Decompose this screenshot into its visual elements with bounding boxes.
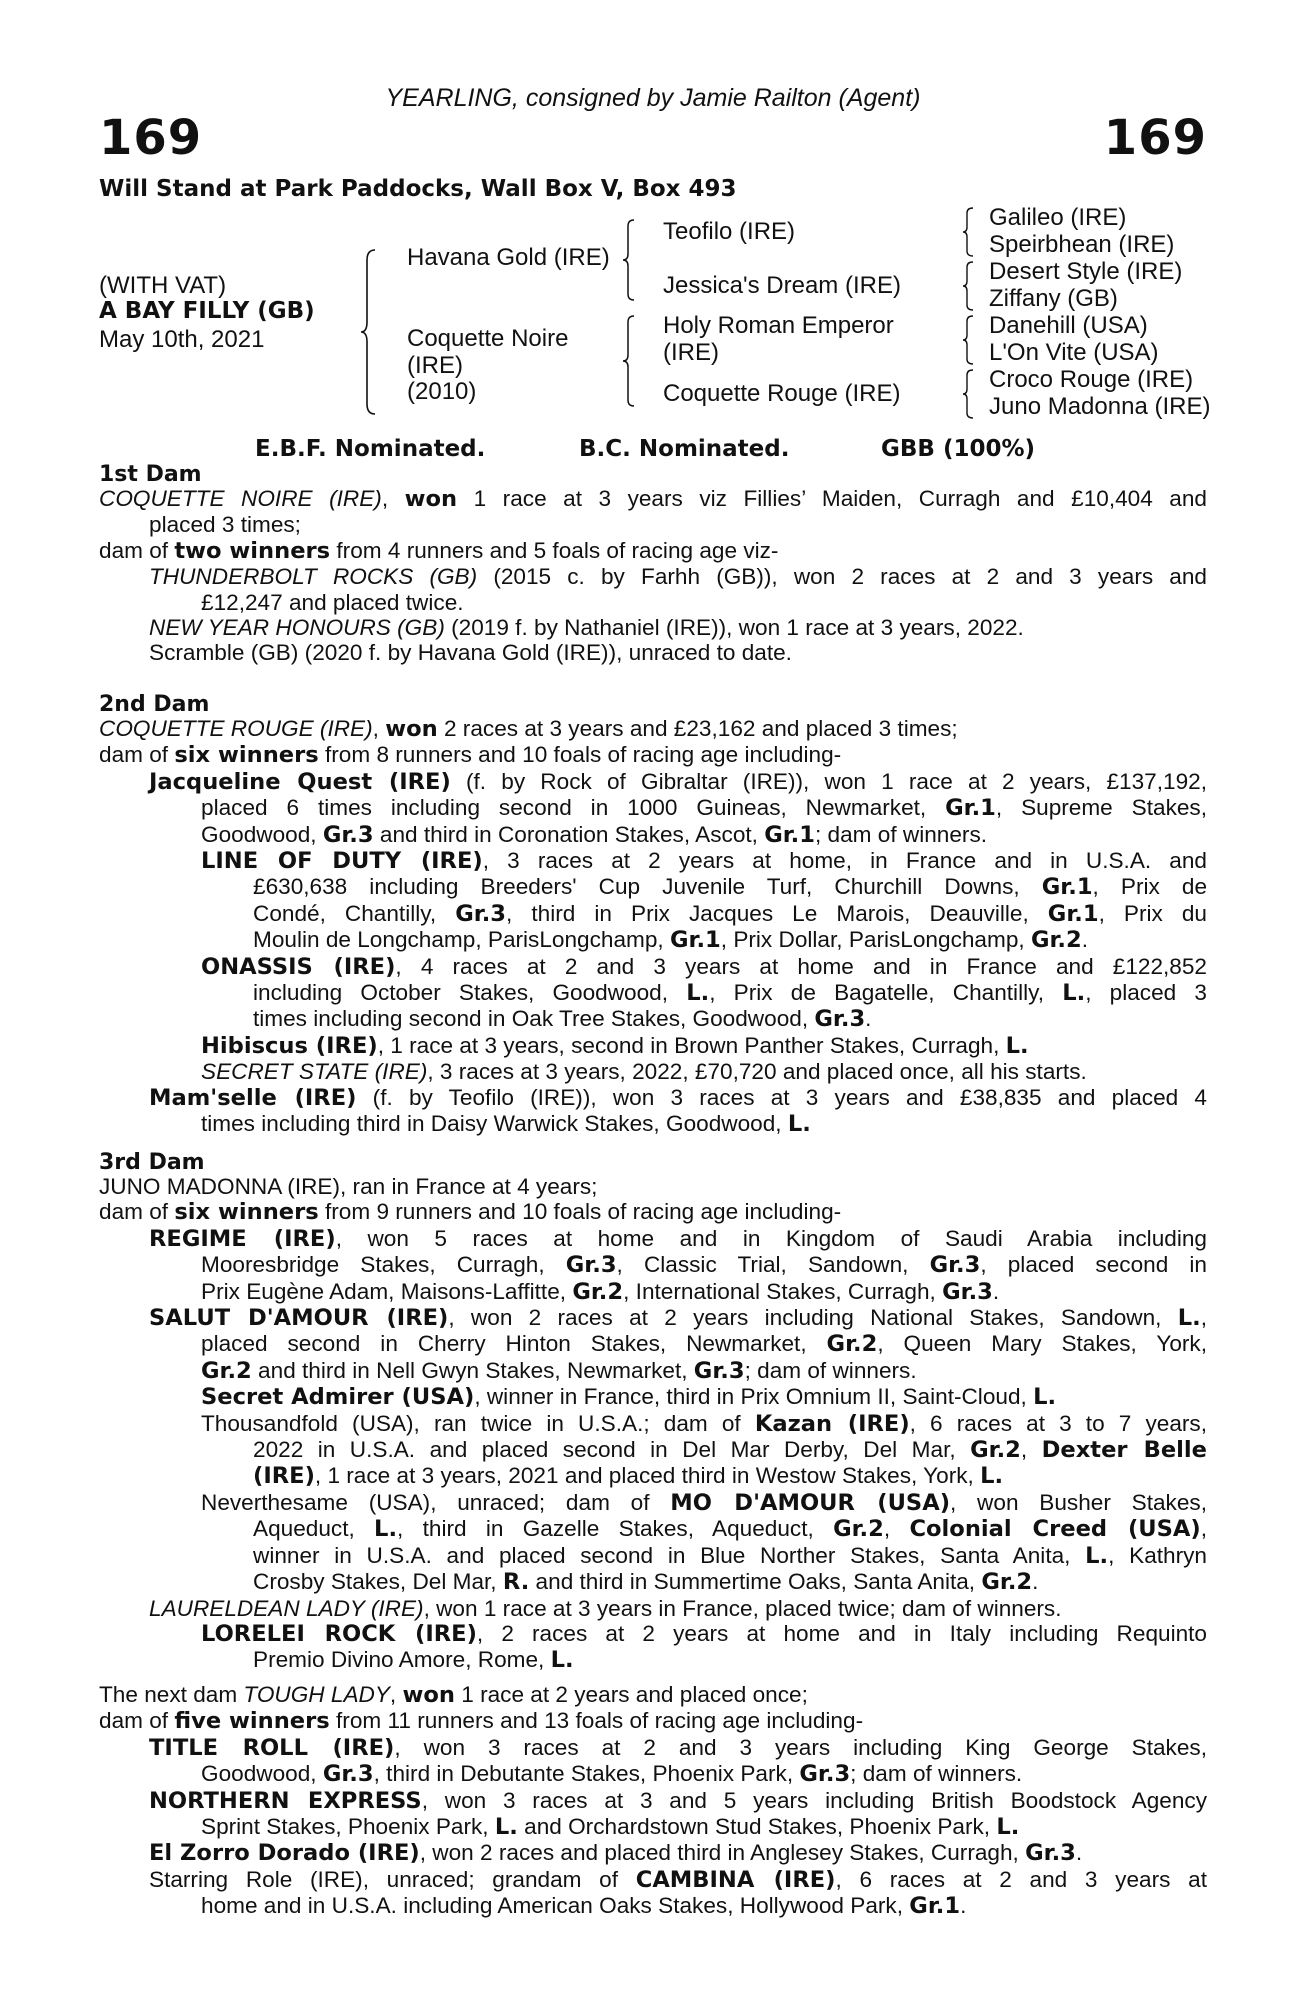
sire-dam: Jessica's Dream (IRE) <box>663 272 901 299</box>
g-brace-3 <box>961 314 975 366</box>
sire-parents-brace <box>621 218 637 302</box>
granddam-2: Speirbhean (IRE) <box>989 231 1175 258</box>
sire: Havana Gold (IRE) <box>407 244 610 271</box>
sire-sire: Teofilo (IRE) <box>663 218 796 245</box>
second-dam-heading: 2nd Dam <box>99 692 210 717</box>
second-dam-section: COQUETTE ROUGE (IRE), won 2 races at 3 years and £23,162 and placed 3 times; dam of six winners from 8 runners and 10 foals of racing age including- Jacqueline Quest (IRE) (f. by Rock of Gibraltar (IRE)), won 1 race at 2 years, £137,192, placed 6 times including second in 1000 Guineas, Newmarket, Gr.1, Supreme Stakes, Goodwood, Gr.3 and third in Coronation Stakes, Ascot, Gr.1; dam of winners. LINE OF DUTY (IRE), 3 races at 2 years at home, in France and in U.S.A. and £630,638 including Breeders' Cup Juvenile Turf, Churchill Downs, Gr.1, Prix de Condé, Chantilly, Gr.3, third in Prix Jacques Le Marois, Deauville, Gr.1, Prix du Moulin de Longchamp, ParisLongchamp, Gr.1, Prix Dollar, ParisLongchamp, Gr.2. ONASSIS (IRE), 4 races at 2 and 3 years at home and in France and £122,852 including October Stakes, Goodwood, L., Prix de Bagatelle, Chantilly, L., placed 3 times including second in Oak Tree Stakes, Goodwood, Gr.3. Hibiscus (IRE), 1 race at 3 years, second in Brown Panther Stakes, Curragh, L. SECRET STATE (IRE), 3 races at 3 years, 2022, £70,720 and placed once, all his starts. Mam'selle (IRE) (f. by Teofilo (IRE)), won 3 races at 3 years and £38,835 and placed 4 times including third in Daisy Warwick Stakes, Goodwood, L. <box>99 716 1208 1138</box>
lot-number-right: 169 <box>1103 110 1207 166</box>
granddam-4: Ziffany (GB) <box>989 285 1118 312</box>
grandsire-1: Galileo (IRE) <box>989 204 1127 231</box>
gbb-rating: GBB (100%) <box>881 436 1036 462</box>
grandsire-3: Desert Style (IRE) <box>989 258 1183 285</box>
granddam-8: Juno Madonna (IRE) <box>989 393 1211 420</box>
dam-line-2: (IRE) <box>407 352 463 379</box>
third-dam-heading: 3rd Dam <box>99 1150 205 1175</box>
g-brace-2 <box>961 260 975 312</box>
horse-dob: May 10th, 2021 <box>99 326 265 353</box>
catalogue-page <box>99 0 1211 2000</box>
dam-sire-line-1: Holy Roman Emperor <box>663 312 894 339</box>
grandsire-5: Danehill (USA) <box>989 312 1148 339</box>
consignment-line: YEARLING, consigned by Jamie Railton (Agent) <box>385 84 921 112</box>
dam-sire-line-2: (IRE) <box>663 339 719 366</box>
first-dam-section: COQUETTE NOIRE (IRE), won 1 race at 3 years viz Fillies’ Maiden, Curragh and £10,404 and placed 3 times; dam of two winners from 4 runners and 5 foals of racing age viz- THUNDERBOLT ROCKS (GB) (2015 c. by Farhh (GB)), won 2 races at 2 and 3 years and £12,247 and placed twice. NEW YEAR HONOURS (GB) (2019 f. by Nathaniel (IRE)), won 1 race at 3 years, 2022. Scramble (GB) (2020 f. by Havana Gold (IRE)), unraced to date. <box>99 486 1208 666</box>
horse-name: A BAY FILLY (GB) <box>99 298 315 324</box>
first-dam-heading: 1st Dam <box>99 462 202 487</box>
g-brace-1 <box>961 206 975 258</box>
dam-dam: Coquette Rouge (IRE) <box>663 380 901 407</box>
dam-parents-brace <box>621 314 637 408</box>
dam-line-3: (2010) <box>407 378 477 405</box>
g-brace-4 <box>961 368 975 420</box>
bc-nomination: B.C. Nominated. <box>579 436 790 462</box>
third-dam-section: JUNO MADONNA (IRE), ran in France at 4 years; dam of six winners from 9 runners and 10 foals of racing age including- REGIME (IRE), won 5 races at home and in Kingdom of Saudi Arabia including Mooresbridge Stakes, Curragh, Gr.3, Classic Trial, Sandown, Gr.3, placed second in Prix Eugène Adam, Maisons-Laffitte, Gr.2, International Stakes, Curragh, Gr.3. SALUT D'AMOUR (IRE), won 2 races at 2 years including National Stakes, Sandown, L., placed second in Cherry Hinton Stakes, Newmarket, Gr.2, Queen Mary Stakes, York, Gr.2 and third in Nell Gwyn Stakes, Newmarket, Gr.3; dam of winners. Secret Admirer (USA), winner in France, third in Prix Omnium II, Saint-Cloud, L. Thousandfold (USA), ran twice in U.S.A.; dam of Kazan (IRE), 6 races at 3 to 7 years, 2022 in U.S.A. and placed second in Del Mar Derby, Del Mar, Gr.2, Dexter Belle (IRE), 1 race at 3 years, 2021 and placed third in Westow Stakes, York, L. Neverthesame (USA), unraced; dam of MO D'AMOUR (USA), won Busher Stakes, Aqueduct, L., third in Gazelle Stakes, Aqueduct, Gr.2, Colonial Creed (USA), winner in U.S.A. and placed second in Blue Norther Stakes, Santa Anita, L., Kathryn Crosby Stakes, Del Mar, R. and third in Summertime Oaks, Santa Anita, Gr.2. LAURELDEAN LADY (IRE), won 1 race at 3 years in France, placed twice; dam of winners. LORELEI ROCK (IRE), 2 races at 2 years at home and in Italy including Requinto Premio Divino Amore, Rome, L. <box>99 1174 1207 1674</box>
stand-location: Will Stand at Park Paddocks, Wall Box V, Box 493 <box>99 176 737 202</box>
lot-number-left: 169 <box>99 110 203 166</box>
dam-line-1: Coquette Noire <box>407 325 569 352</box>
vat-label: (WITH VAT) <box>99 272 227 299</box>
granddam-6: L'On Vite (USA) <box>989 339 1159 366</box>
next-dam-section: The next dam TOUGH LADY, won 1 race at 2 years and placed once; dam of five winners from 11 runners and 13 foals of racing age including- TITLE ROLL (IRE), won 3 races at 2 and 3 years including King George Stakes, Goodwood, Gr.3, third in Debutante Stakes, Phoenix Park, Gr.3; dam of winners. NORTHERN EXPRESS, won 3 races at 3 and 5 years including British Boodstock Agency Sprint Stakes, Phoenix Park, L. and Orchardstown Stud Stakes, Phoenix Park, L. El Zorro Dorado (IRE), won 2 races and placed third in Anglesey Stakes, Curragh, Gr.3. Starring Role (IRE), unraced; grandam of CAMBINA (IRE), 6 races at 2 and 3 years at home and in U.S.A. including American Oaks Stakes, Hollywood Park, Gr.1. <box>99 1682 1208 1920</box>
sire-dam-brace <box>359 248 379 416</box>
grandsire-7: Croco Rouge (IRE) <box>989 366 1194 393</box>
ebf-nomination: E.B.F. Nominated. <box>255 436 486 462</box>
